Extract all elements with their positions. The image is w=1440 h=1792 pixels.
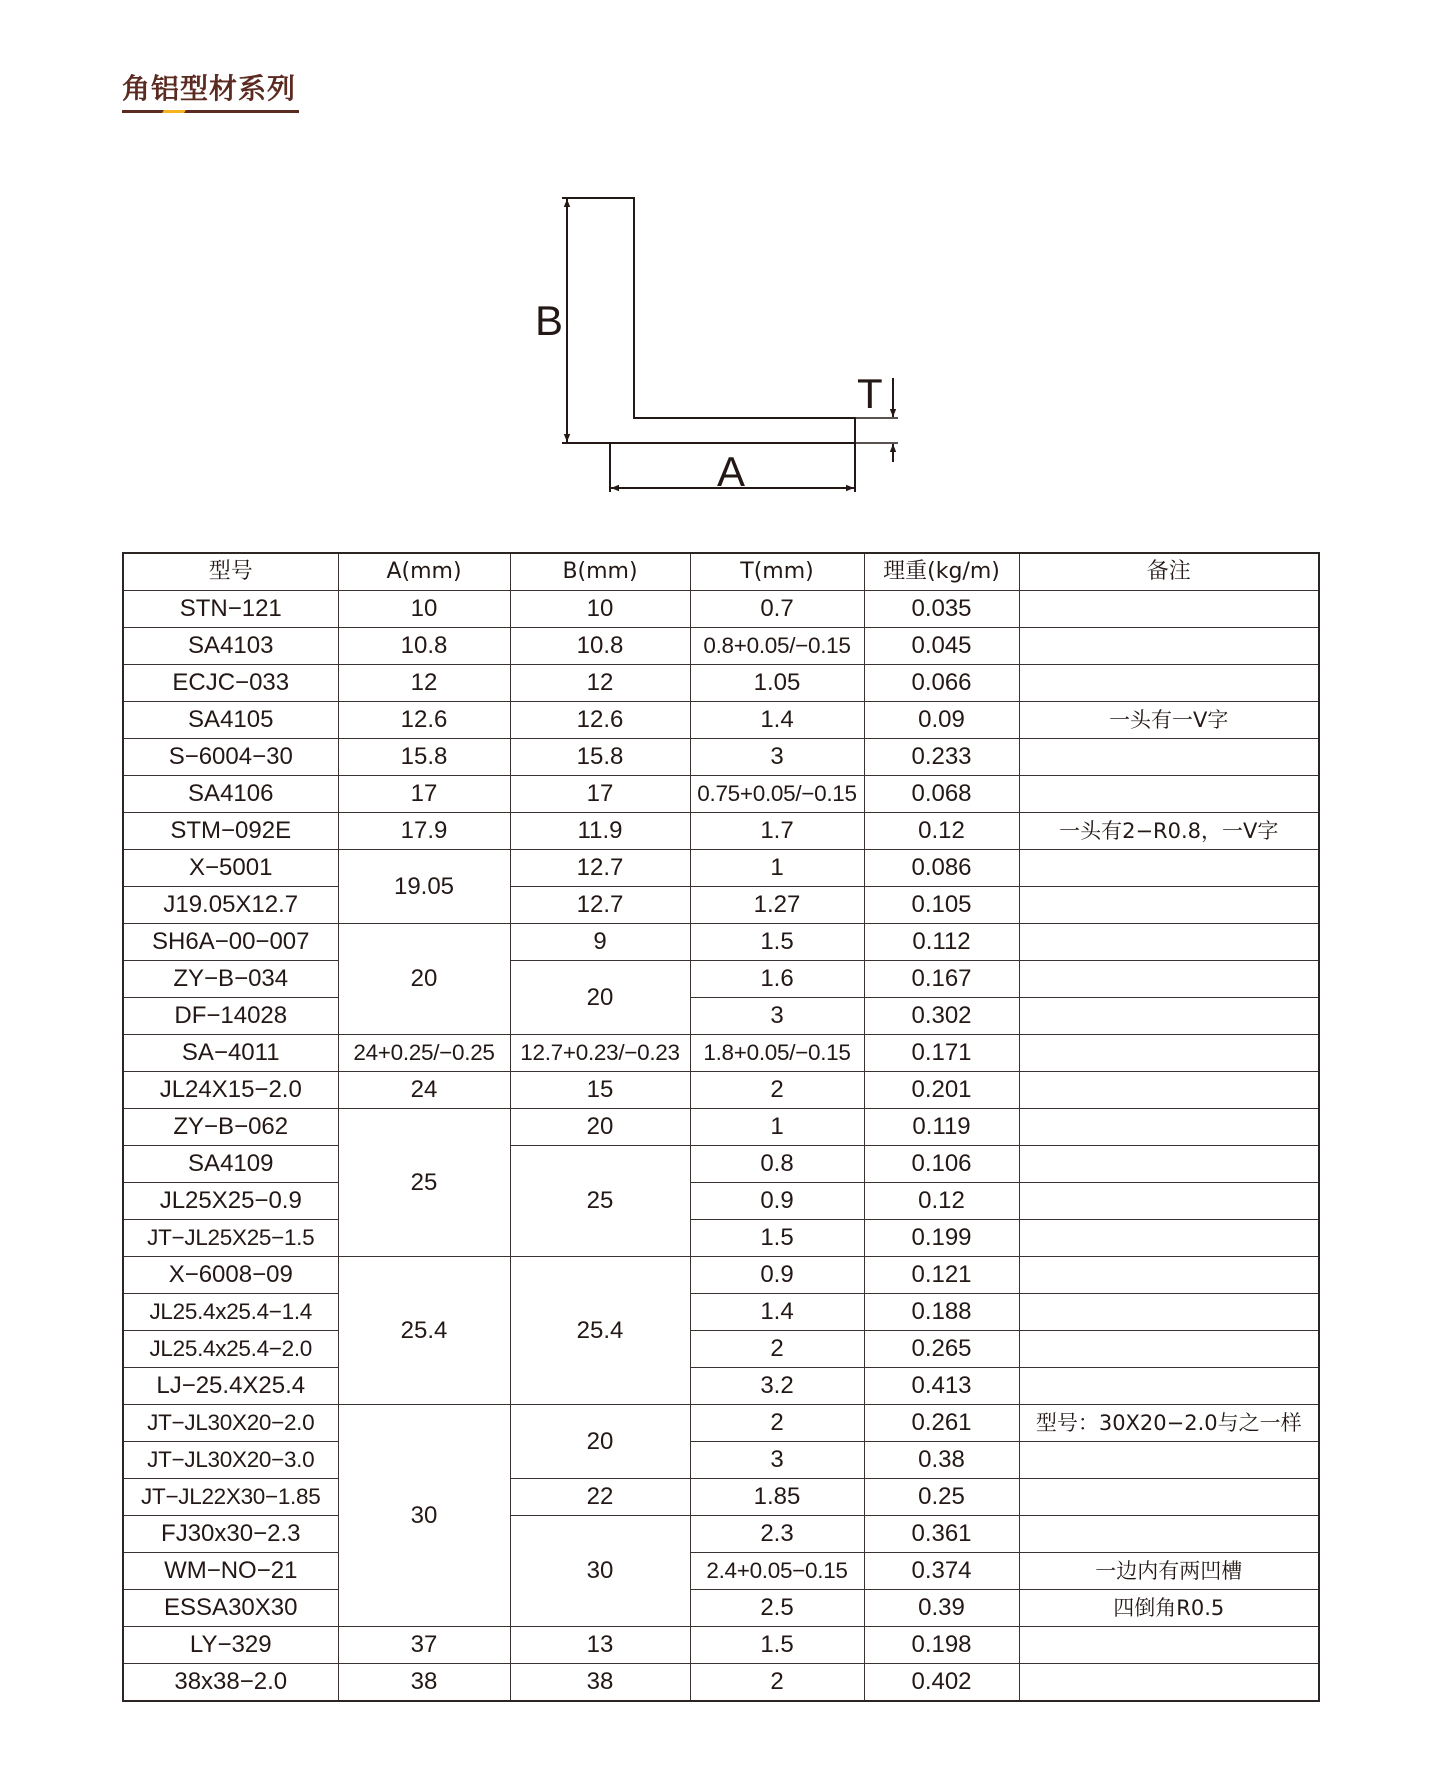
cell-model: DF−14028 xyxy=(123,998,338,1035)
table-row xyxy=(123,813,1319,850)
cell-b-mm: 12.7 xyxy=(510,850,690,887)
header-weight: 理重(kg/m) xyxy=(864,553,1019,591)
table-row xyxy=(123,1146,1319,1183)
cell-remarks: 型号：30X20−2.0与之一样 xyxy=(1019,1405,1319,1442)
cell-a-mm: 25 xyxy=(338,1109,510,1257)
cell-remarks: 一头有一V字 xyxy=(1019,702,1319,739)
cell-weight: 0.171 xyxy=(864,1035,1019,1072)
table-row xyxy=(123,924,1319,961)
cell-t-mm: 1.7 xyxy=(690,813,864,850)
cell-remarks xyxy=(1019,1442,1319,1479)
cell-model: SA4105 xyxy=(123,702,338,739)
cell-model: SH6A−00−007 xyxy=(123,924,338,961)
title-accent-mark xyxy=(162,110,186,113)
cell-model: JL25.4x25.4−2.0 xyxy=(123,1331,338,1368)
cell-a-mm: 24 xyxy=(338,1072,510,1109)
table-row xyxy=(123,1553,1319,1590)
cell-weight: 0.068 xyxy=(864,776,1019,813)
cell-a-mm: 12.6 xyxy=(338,702,510,739)
table-row xyxy=(123,1331,1319,1368)
cell-t-mm: 1.4 xyxy=(690,702,864,739)
cell-b-mm: 38 xyxy=(510,1664,690,1702)
cell-model: JL24X15−2.0 xyxy=(123,1072,338,1109)
cell-a-mm: 30 xyxy=(338,1405,510,1627)
cell-weight: 0.199 xyxy=(864,1220,1019,1257)
cell-remarks: 一头有2−R0.8，一V字 xyxy=(1019,813,1319,850)
cell-t-mm: 2.4+0.05−0.15 xyxy=(690,1553,864,1590)
cell-t-mm: 2 xyxy=(690,1664,864,1702)
cell-weight: 0.066 xyxy=(864,665,1019,702)
cell-weight: 0.25 xyxy=(864,1479,1019,1516)
table-row xyxy=(123,1442,1319,1479)
cell-weight: 0.374 xyxy=(864,1553,1019,1590)
angle-profile-drawing xyxy=(520,180,920,510)
cell-b-mm: 10 xyxy=(510,591,690,628)
cell-b-mm: 20 xyxy=(510,1109,690,1146)
cell-b-mm: 25 xyxy=(510,1146,690,1257)
cell-t-mm: 2 xyxy=(690,1072,864,1109)
cell-t-mm: 3.2 xyxy=(690,1368,864,1405)
cell-model: X−6008−09 xyxy=(123,1257,338,1294)
cell-remarks xyxy=(1019,591,1319,628)
cell-weight: 0.09 xyxy=(864,702,1019,739)
cell-b-mm: 20 xyxy=(510,1405,690,1479)
header-b-mm: B(mm) xyxy=(510,553,690,591)
cell-remarks: 一边内有两凹槽 xyxy=(1019,1553,1319,1590)
cell-t-mm: 0.9 xyxy=(690,1183,864,1220)
angle-profile-spec-table xyxy=(122,552,1320,1702)
cell-remarks xyxy=(1019,1220,1319,1257)
table-header-row xyxy=(123,553,1319,591)
header-remarks: 备注 xyxy=(1019,553,1319,591)
cell-model: JT−JL30X20−3.0 xyxy=(123,1442,338,1479)
cell-t-mm: 1.27 xyxy=(690,887,864,924)
cell-weight: 0.188 xyxy=(864,1294,1019,1331)
cell-b-mm: 9 xyxy=(510,924,690,961)
cell-remarks xyxy=(1019,628,1319,665)
cell-weight: 0.39 xyxy=(864,1590,1019,1627)
cell-remarks xyxy=(1019,1627,1319,1664)
table-row xyxy=(123,665,1319,702)
cell-weight: 0.12 xyxy=(864,1183,1019,1220)
cell-weight: 0.201 xyxy=(864,1072,1019,1109)
header-t-mm: T(mm) xyxy=(690,553,864,591)
cell-b-mm: 25.4 xyxy=(510,1257,690,1405)
cell-remarks xyxy=(1019,1368,1319,1405)
cell-b-mm: 10.8 xyxy=(510,628,690,665)
cell-a-mm: 12 xyxy=(338,665,510,702)
table-row xyxy=(123,1257,1319,1294)
cell-t-mm: 2 xyxy=(690,1331,864,1368)
cell-model: J19.05X12.7 xyxy=(123,887,338,924)
cell-b-mm: 30 xyxy=(510,1516,690,1627)
cell-weight: 0.106 xyxy=(864,1146,1019,1183)
table-row xyxy=(123,1664,1319,1702)
angle-profile-diagram xyxy=(520,180,920,510)
cell-b-mm: 11.9 xyxy=(510,813,690,850)
cell-model: WM−NO−21 xyxy=(123,1553,338,1590)
table-row xyxy=(123,1109,1319,1146)
cell-weight: 0.121 xyxy=(864,1257,1019,1294)
table-row xyxy=(123,1627,1319,1664)
table-row xyxy=(123,850,1319,887)
cell-model: JT−JL30X20−2.0 xyxy=(123,1405,338,1442)
dimension-label-t: T xyxy=(857,370,883,417)
cell-b-mm: 12.6 xyxy=(510,702,690,739)
cell-model: ECJC−033 xyxy=(123,665,338,702)
cell-model: SA−4011 xyxy=(123,1035,338,1072)
cell-weight: 0.086 xyxy=(864,850,1019,887)
cell-weight: 0.045 xyxy=(864,628,1019,665)
cell-model: JT−JL22X30−1.85 xyxy=(123,1479,338,1516)
cell-remarks xyxy=(1019,1331,1319,1368)
cell-t-mm: 1.5 xyxy=(690,1627,864,1664)
cell-a-mm: 10.8 xyxy=(338,628,510,665)
cell-remarks xyxy=(1019,1294,1319,1331)
cell-a-mm: 15.8 xyxy=(338,739,510,776)
cell-model: SA4106 xyxy=(123,776,338,813)
cell-t-mm: 3 xyxy=(690,1442,864,1479)
cell-remarks xyxy=(1019,1146,1319,1183)
cell-remarks xyxy=(1019,1035,1319,1072)
header-model: 型号 xyxy=(123,553,338,591)
dimension-label-b: B xyxy=(535,297,564,344)
cell-remarks xyxy=(1019,1479,1319,1516)
cell-t-mm: 1 xyxy=(690,1109,864,1146)
cell-model: STN−121 xyxy=(123,591,338,628)
table-row xyxy=(123,776,1319,813)
cell-model: LJ−25.4X25.4 xyxy=(123,1368,338,1405)
cell-t-mm: 1.8+0.05/−0.15 xyxy=(690,1035,864,1072)
header-a-mm: A(mm) xyxy=(338,553,510,591)
cell-remarks xyxy=(1019,776,1319,813)
cell-t-mm: 0.7 xyxy=(690,591,864,628)
title-underline xyxy=(122,110,299,113)
cell-a-mm: 17 xyxy=(338,776,510,813)
cell-b-mm: 13 xyxy=(510,1627,690,1664)
cell-remarks xyxy=(1019,739,1319,776)
cell-b-mm: 12.7 xyxy=(510,887,690,924)
cell-model: ZY−B−062 xyxy=(123,1109,338,1146)
cell-a-mm: 17.9 xyxy=(338,813,510,850)
table-row xyxy=(123,1183,1319,1220)
cell-b-mm: 15 xyxy=(510,1072,690,1109)
cell-b-mm: 22 xyxy=(510,1479,690,1516)
cell-remarks xyxy=(1019,924,1319,961)
page-title: 角铝型材系列 xyxy=(122,72,297,105)
cell-model: SA4103 xyxy=(123,628,338,665)
cell-t-mm: 2.3 xyxy=(690,1516,864,1553)
cell-model: LY−329 xyxy=(123,1627,338,1664)
cell-weight: 0.265 xyxy=(864,1331,1019,1368)
table-row xyxy=(123,887,1319,924)
cell-weight: 0.413 xyxy=(864,1368,1019,1405)
cell-t-mm: 1.5 xyxy=(690,924,864,961)
cell-weight: 0.38 xyxy=(864,1442,1019,1479)
cell-remarks xyxy=(1019,998,1319,1035)
cell-remarks xyxy=(1019,665,1319,702)
cell-a-mm: 10 xyxy=(338,591,510,628)
cell-t-mm: 0.75+0.05/−0.15 xyxy=(690,776,864,813)
cell-b-mm: 12.7+0.23/−0.23 xyxy=(510,1035,690,1072)
table-row xyxy=(123,1220,1319,1257)
cell-t-mm: 1.5 xyxy=(690,1220,864,1257)
cell-weight: 0.12 xyxy=(864,813,1019,850)
cell-remarks xyxy=(1019,1183,1319,1220)
table-row xyxy=(123,998,1319,1035)
cell-t-mm: 3 xyxy=(690,739,864,776)
table-row xyxy=(123,1072,1319,1109)
cell-t-mm: 1.4 xyxy=(690,1294,864,1331)
cell-model: X−5001 xyxy=(123,850,338,887)
cell-t-mm: 1.6 xyxy=(690,961,864,998)
cell-weight: 0.233 xyxy=(864,739,1019,776)
table-row xyxy=(123,628,1319,665)
cell-weight: 0.361 xyxy=(864,1516,1019,1553)
table-row xyxy=(123,1479,1319,1516)
cell-a-mm: 38 xyxy=(338,1664,510,1702)
cell-model: S−6004−30 xyxy=(123,739,338,776)
table-row xyxy=(123,1516,1319,1553)
cell-model: ESSA30X30 xyxy=(123,1590,338,1627)
table-row xyxy=(123,961,1319,998)
cell-remarks xyxy=(1019,1257,1319,1294)
cell-remarks xyxy=(1019,887,1319,924)
cell-remarks: 四倒角R0.5 xyxy=(1019,1590,1319,1627)
cell-remarks xyxy=(1019,1516,1319,1553)
cell-remarks xyxy=(1019,961,1319,998)
cell-b-mm: 20 xyxy=(510,961,690,1035)
cell-t-mm: 2 xyxy=(690,1405,864,1442)
cell-weight: 0.198 xyxy=(864,1627,1019,1664)
cell-remarks xyxy=(1019,1072,1319,1109)
cell-b-mm: 15.8 xyxy=(510,739,690,776)
cell-t-mm: 0.8+0.05/−0.15 xyxy=(690,628,864,665)
table-row xyxy=(123,1590,1319,1627)
cell-a-mm: 24+0.25/−0.25 xyxy=(338,1035,510,1072)
cell-remarks xyxy=(1019,1664,1319,1702)
cell-weight: 0.119 xyxy=(864,1109,1019,1146)
table-row xyxy=(123,1405,1319,1442)
table-row xyxy=(123,739,1319,776)
cell-weight: 0.302 xyxy=(864,998,1019,1035)
cell-t-mm: 1 xyxy=(690,850,864,887)
cell-a-mm: 25.4 xyxy=(338,1257,510,1405)
cell-remarks xyxy=(1019,850,1319,887)
cell-model: SA4109 xyxy=(123,1146,338,1183)
cell-weight: 0.035 xyxy=(864,591,1019,628)
cell-weight: 0.105 xyxy=(864,887,1019,924)
cell-t-mm: 1.05 xyxy=(690,665,864,702)
cell-remarks xyxy=(1019,1109,1319,1146)
table-row xyxy=(123,1035,1319,1072)
cell-model: JL25X25−0.9 xyxy=(123,1183,338,1220)
cell-t-mm: 2.5 xyxy=(690,1590,864,1627)
cell-b-mm: 12 xyxy=(510,665,690,702)
cell-weight: 0.167 xyxy=(864,961,1019,998)
cell-weight: 0.261 xyxy=(864,1405,1019,1442)
table-row xyxy=(123,591,1319,628)
cell-a-mm: 37 xyxy=(338,1627,510,1664)
cell-weight: 0.112 xyxy=(864,924,1019,961)
cell-model: ZY−B−034 xyxy=(123,961,338,998)
cell-t-mm: 1.85 xyxy=(690,1479,864,1516)
cell-model: JT−JL25X25−1.5 xyxy=(123,1220,338,1257)
cell-model: JL25.4x25.4−1.4 xyxy=(123,1294,338,1331)
cell-model: 38x38−2.0 xyxy=(123,1664,338,1702)
table-row xyxy=(123,1368,1319,1405)
table-row xyxy=(123,702,1319,739)
cell-model: STM−092E xyxy=(123,813,338,850)
cell-t-mm: 0.9 xyxy=(690,1257,864,1294)
table-row xyxy=(123,1294,1319,1331)
cell-t-mm: 0.8 xyxy=(690,1146,864,1183)
l-profile-outline xyxy=(610,198,855,443)
cell-b-mm: 17 xyxy=(510,776,690,813)
dimension-label-a: A xyxy=(717,448,746,495)
cell-weight: 0.402 xyxy=(864,1664,1019,1702)
table-body xyxy=(123,591,1319,1702)
cell-a-mm: 20 xyxy=(338,924,510,1035)
cell-a-mm: 19.05 xyxy=(338,850,510,924)
cell-model: FJ30x30−2.3 xyxy=(123,1516,338,1553)
cell-t-mm: 3 xyxy=(690,998,864,1035)
